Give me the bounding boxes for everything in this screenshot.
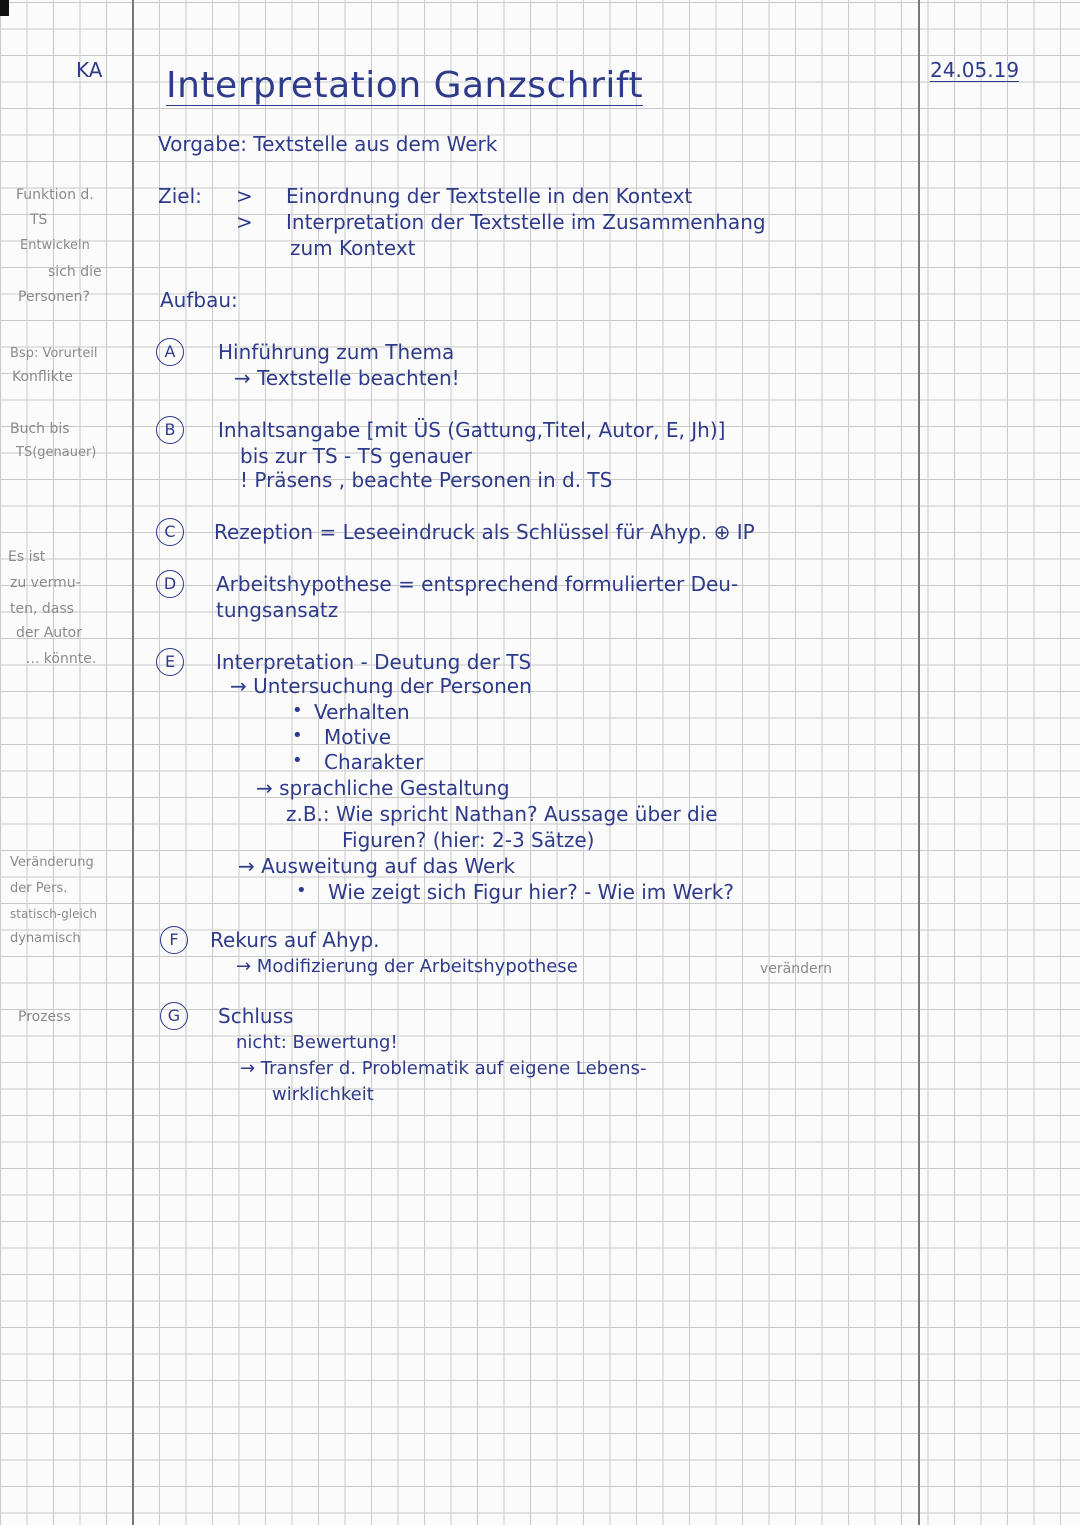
margin-note-4-line2: zu vermu- <box>10 575 81 591</box>
section-g-line4: wirklichkeit <box>272 1084 374 1105</box>
section-a-title: Hinführung zum Thema <box>218 340 455 364</box>
section-e-title: Interpretation - Deutung der TS <box>216 650 532 674</box>
section-c-title: Rezeption = Leseeindruck als Schlüssel für Ahyp. ⊕ IP <box>214 520 755 544</box>
margin-note-5-line3: statisch-gleich <box>10 907 98 921</box>
section-g-title: Schluss <box>218 1004 294 1028</box>
margin-note-3-line1: Buch bis <box>10 421 70 437</box>
section-a-marker: A <box>156 338 184 366</box>
margin-note-1-line2: TS <box>30 212 48 228</box>
section-b-marker: B <box>156 416 184 444</box>
bullet-dot: • <box>296 880 307 901</box>
section-b-line3: ! Präsens , beachte Personen in d. TS <box>240 468 613 492</box>
ziel-label: Ziel: <box>158 184 202 208</box>
section-e-bullet-1: Verhalten <box>314 700 410 724</box>
section-g-line2: nicht: Bewertung! <box>236 1032 398 1053</box>
margin-note-1-line4: sich die <box>48 264 102 280</box>
margin-note-4-line4: der Autor <box>16 625 82 641</box>
margin-note-6: Prozess <box>18 1009 71 1025</box>
margin-note-5-line2: der Pers. <box>10 881 68 896</box>
margin-note-1-line3: Entwickeln <box>20 238 90 253</box>
margin-note-5-line4: dynamisch <box>10 931 81 946</box>
section-f-note: verändern <box>760 961 832 977</box>
aufbau-heading: Aufbau: <box>160 288 238 312</box>
scan-corner-mark <box>0 0 9 16</box>
section-b-title: Inhaltsangabe [mit ÜS (Gattung,Titel, Autor, E, Jh)] <box>218 418 726 442</box>
ziel-marker-2: > <box>236 210 253 234</box>
section-e-sub3: → Ausweitung auf das Werk <box>238 854 516 878</box>
section-g-line3: → Transfer d. Problematik auf eigene Lebens- <box>240 1058 647 1079</box>
ziel-continuation: zum Kontext <box>290 236 416 260</box>
section-f-line2: → Modifizierung der Arbeitshypothese <box>236 956 578 977</box>
margin-note-1-line5: Personen? <box>18 289 90 305</box>
margin-note-5-line1: Veränderung <box>10 855 94 870</box>
bullet-dot: • <box>292 725 303 746</box>
margin-note-4-line3: ten, dass <box>10 601 74 617</box>
section-d-title: Arbeitshypothese = entsprechend formulierter Deu- <box>216 572 739 596</box>
section-e-sub2: → sprachliche Gestaltung <box>256 776 510 800</box>
bullet-dot: • <box>292 750 303 771</box>
page-date: 24.05.19 <box>930 58 1020 82</box>
vorgabe-line: Vorgabe: Textstelle aus dem Werk <box>158 132 498 156</box>
margin-note-4-line5: ... könnte. <box>26 651 97 667</box>
section-d-marker: D <box>156 570 184 598</box>
left-margin-line <box>132 0 134 1525</box>
section-a-line2: → Textstelle beachten! <box>234 366 460 390</box>
section-e-sub1: → Untersuchung der Personen <box>230 674 532 698</box>
section-f-title: Rekurs auf Ahyp. <box>210 928 380 952</box>
section-b-line2: bis zur TS - TS genauer <box>240 444 473 468</box>
ziel-marker-1: > <box>236 184 253 208</box>
margin-note-2-line1: Bsp: Vorurteil <box>10 346 98 361</box>
ziel-item-1: Einordnung der Textstelle in den Kontext <box>286 184 693 208</box>
section-e-bullet-3: Charakter <box>324 750 424 774</box>
margin-note-1-line1: Funktion d. <box>16 187 94 203</box>
bullet-dot: • <box>292 700 303 721</box>
page-title: Interpretation Ganzschrift <box>166 65 644 106</box>
section-e-bullet-2: Motive <box>324 725 392 749</box>
section-e-sub3-bullet: Wie zeigt sich Figur hier? - Wie im Werk? <box>328 880 734 904</box>
section-f-marker: F <box>160 926 188 954</box>
margin-note-4-line1: Es ist <box>8 549 46 565</box>
section-e-sub2-line2: Figuren? (hier: 2-3 Sätze) <box>342 828 595 852</box>
header-tag: KA <box>76 58 103 82</box>
margin-note-3-line2: TS(genauer) <box>16 445 97 460</box>
section-e-marker: E <box>156 648 184 676</box>
ziel-item-2: Interpretation der Textstelle im Zusammenhang <box>286 210 766 234</box>
section-c-marker: C <box>156 518 184 546</box>
right-margin-line <box>918 0 920 1525</box>
section-d-line2: tungsansatz <box>216 598 339 622</box>
margin-note-2-line2: Konflikte <box>12 369 73 385</box>
section-e-sub2-line1: z.B.: Wie spricht Nathan? Aussage über die <box>286 802 718 826</box>
section-g-marker: G <box>160 1002 188 1030</box>
